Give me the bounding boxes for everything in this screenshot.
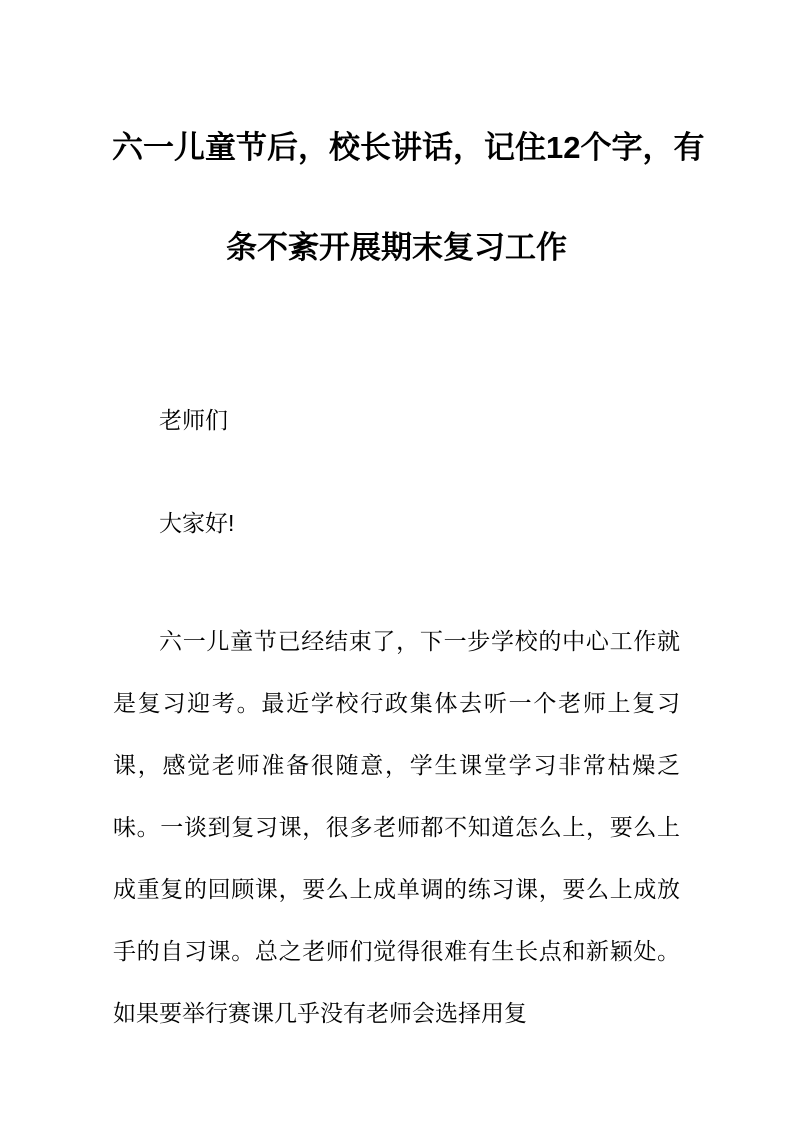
document-title [112,0,705,298]
document-title-line-2: 条不紊开展期末复习工作 [226,230,567,265]
salutation-paragraph: 老师们 [159,407,228,433]
greeting-paragraph: 大家好! [159,510,235,536]
body-paragraph: 六一儿童节已经结束了，下一步学校的中心工作就是复习迎考。最近学校行政集体去听一个老师上复习课，感觉老师准备很随意，学生课堂学习非常枯燥乏味。一谈到复习课，很多老师都不知道怎么上，要么上成重复的回顾课，要么上成单调的练习课，要么上成放手的自习课。总之老师们觉得很难有生长点和新颖处。如果要举行赛课几乎没有老师会选择用复 [113,628,680,1026]
document-title-line-1: 六一儿童节后，校长讲话，记住12个字，有 [112,130,705,165]
